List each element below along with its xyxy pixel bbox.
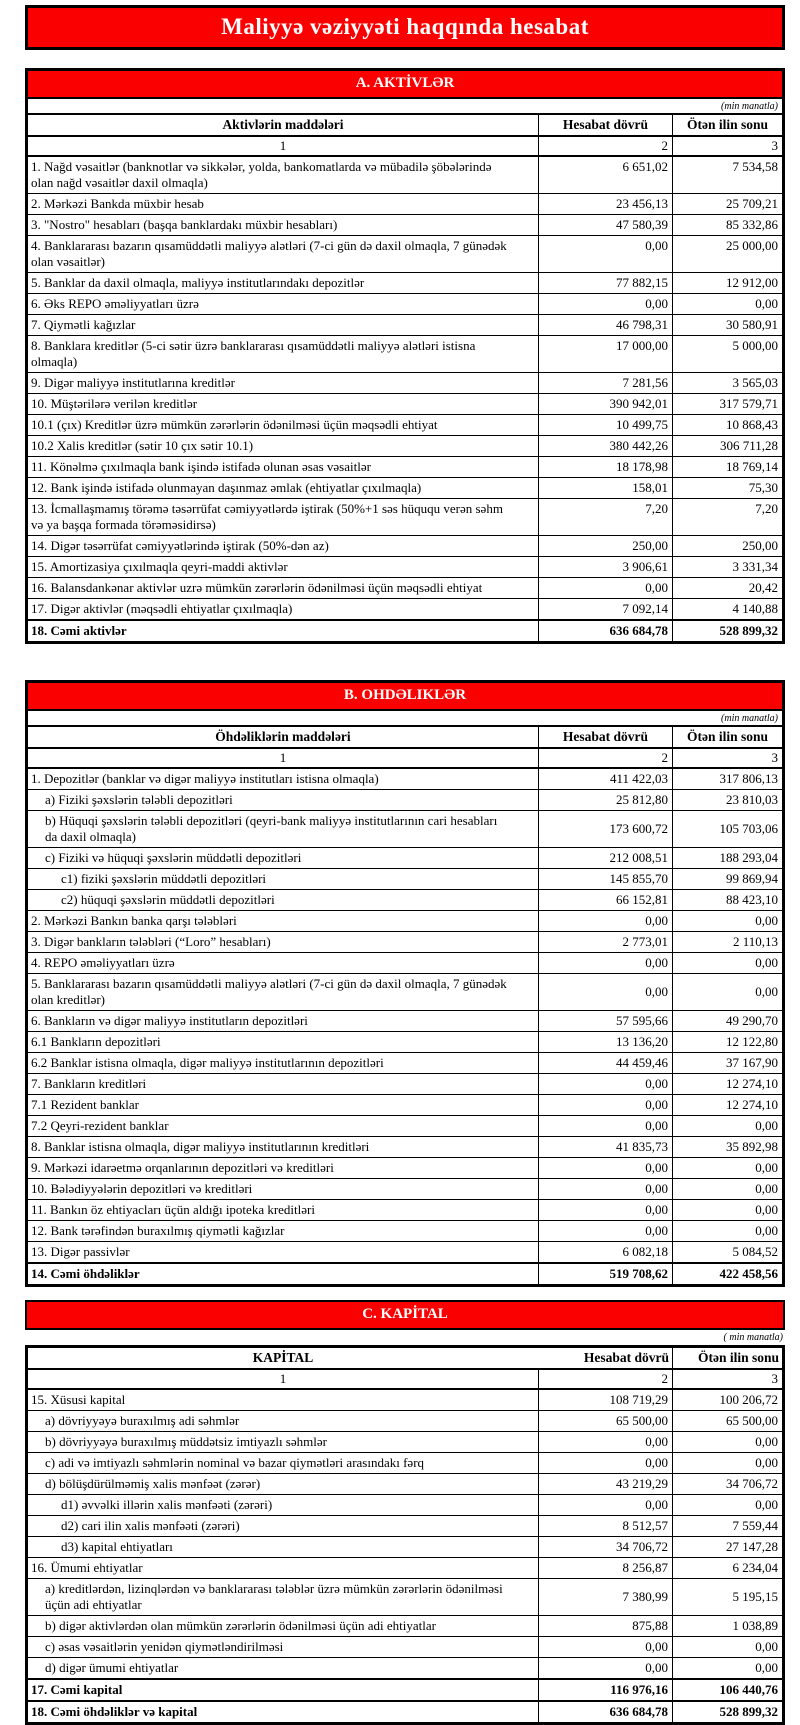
section-b-header: B. OHDƏLIKLƏR	[28, 683, 782, 711]
row-value-previous-year-end: 0,00	[672, 1658, 782, 1678]
row-value-previous-year-end: 0,00	[672, 1432, 782, 1452]
row-value-current-period: 0,00	[538, 1495, 672, 1515]
table-row	[28, 973, 782, 1010]
row-value-previous-year-end: 7 559,44	[672, 1516, 782, 1536]
row-label: 5. Banklar da daxil olmaqla, maliyyə institutlarındakı depozitlər	[31, 275, 365, 290]
row-value-current-period: 0,00	[538, 1116, 672, 1136]
section-b-column-numbers	[28, 749, 782, 769]
row-value-previous-year-end: 49 290,70	[672, 1011, 782, 1031]
section-a-column-headers	[28, 115, 782, 137]
row-label: 8. Banklar istisna olmaqla, digər maliyyə institutlarının kreditləri	[31, 1139, 370, 1154]
table-row	[28, 393, 782, 414]
row-value-current-period: 0,00	[538, 1453, 672, 1473]
section-c-units-note: ( min manatla)	[723, 1332, 783, 1343]
row-value-current-period: 0,00	[538, 1074, 672, 1094]
row-value-previous-year-end: 5 084,52	[672, 1242, 782, 1262]
row-label: 6.2 Banklar istisna olmaqla, digər maliyyə institutlarının depozitləri	[31, 1055, 384, 1070]
row-value-current-period: 0,00	[538, 1095, 672, 1115]
row-label: c) əsas vəsaitlərin yenidən qiymətləndirilməsi	[45, 1639, 284, 1654]
table-row	[28, 598, 782, 619]
table-row	[28, 1220, 782, 1241]
row-value-current-period: 108 719,29	[538, 1390, 672, 1410]
table-row	[28, 1431, 782, 1452]
row-value-previous-year-end: 12 274,10	[672, 1074, 782, 1094]
table-row	[28, 1115, 782, 1136]
table-row	[28, 1578, 782, 1615]
row-value-current-period: 77 882,15	[538, 273, 672, 293]
row-value-previous-year-end: 85 332,86	[672, 215, 782, 235]
row-label: 16. Balansdankənar aktivlər uzrə mümkün zərərlərin ödənilməsi üçün məqsədli ehtiyat	[31, 580, 483, 595]
column-header-items: KAPİTAL	[252, 1350, 314, 1365]
row-value-current-period: 3 906,61	[538, 557, 672, 577]
row-value-current-period: 0,00	[538, 1200, 672, 1220]
row-label: d3) kapital ehtiyatları	[61, 1539, 173, 1554]
row-value-previous-year-end: 2 110,13	[672, 932, 782, 952]
row-label: 7. Bankların kreditləri	[31, 1076, 147, 1091]
row-value-previous-year-end: 99 869,94	[672, 869, 782, 889]
row-value-previous-year-end: 0,00	[672, 1200, 782, 1220]
row-value-previous-year-end: 5 000,00	[672, 336, 782, 372]
row-value-previous-year-end: 5 195,15	[672, 1579, 782, 1615]
column-number: 3	[672, 137, 782, 155]
row-value-previous-year-end: 6 234,04	[672, 1558, 782, 1578]
row-label: d) bölüşdürülməmiş xalis mənfəət (zərər)	[45, 1476, 261, 1491]
row-value-current-period: 47 580,39	[538, 215, 672, 235]
table-row	[28, 868, 782, 889]
row-label: 14. Digər təsərrüfat cəmiyyətlərində iştirak (50%-dən az)	[31, 538, 329, 553]
table-row	[28, 1136, 782, 1157]
row-value-previous-year-end: 12 122,80	[672, 1032, 782, 1052]
table-row	[28, 1262, 782, 1284]
row-label: 5. Banklararası bazarın qısamüddətli maliyyə alətləri (7-ci gün də daxil olmaqla, 7 günədək olan kreditlər)	[31, 976, 507, 1007]
row-label: 11. Bankın öz ehtiyacları üçün aldığı ipoteka kreditləri	[31, 1202, 315, 1217]
row-label: 10.2 Xalis kreditlər (sətir 10 çıx sətir 10.1)	[31, 438, 254, 453]
table-row	[28, 769, 782, 789]
row-label: 18. Cəmi öhdəliklər və kapital	[31, 1704, 198, 1719]
table-row	[28, 1557, 782, 1578]
row-value-previous-year-end: 12 912,00	[672, 273, 782, 293]
table-row	[28, 535, 782, 556]
row-label: 17. Cəmi kapital	[31, 1682, 123, 1697]
row-value-previous-year-end: 317 579,71	[672, 394, 782, 414]
column-header-items: Öhdəliklərin maddələri	[215, 729, 351, 744]
table-row	[28, 1157, 782, 1178]
row-label: 12. Bank işində istifadə olunmayan daşınmaz əmlak (ehtiyatlar çıxılmaqla)	[31, 480, 422, 495]
row-label: 18. Cəmi aktivlər	[31, 623, 127, 638]
row-value-current-period: 411 422,03	[538, 769, 672, 789]
row-value-previous-year-end: 65 500,00	[672, 1411, 782, 1431]
table-row	[28, 456, 782, 477]
row-label: 4. Banklararası bazarın qısamüddətli maliyyə alətləri (7-ci gün də daxil olmaqla, 7 günədək olan vəsaitlər)	[31, 238, 507, 269]
row-label: 10.1 (çıx) Kreditlər üzrə mümkün zərərlərin ödənilməsi üçün məqsədli ehtiyat	[31, 417, 438, 432]
table-row	[28, 477, 782, 498]
row-value-current-period: 8 512,57	[538, 1516, 672, 1536]
table-row	[28, 810, 782, 847]
row-value-current-period: 66 152,81	[538, 890, 672, 910]
section-a-table	[25, 68, 785, 644]
row-label: 10. Bələdiyyələrin depozitləri və kreditləri	[31, 1181, 253, 1196]
row-value-previous-year-end: 20,42	[672, 578, 782, 598]
row-value-previous-year-end: 0,00	[672, 1637, 782, 1657]
column-header-current-period: Hesabat dövrü	[538, 727, 672, 747]
column-header-previous-year-end: Ötən ilin sonu	[672, 115, 782, 135]
report-page	[25, 5, 785, 1725]
row-value-current-period: 13 136,20	[538, 1032, 672, 1052]
row-value-previous-year-end: 528 899,32	[672, 1702, 782, 1722]
row-value-previous-year-end: 10 868,43	[672, 415, 782, 435]
table-row	[28, 272, 782, 293]
row-label: b) digər aktivlərdən olan mümkün zərərlərin ödənilməsi üçün adi ehtiyatlar	[45, 1618, 436, 1633]
section-c-column-numbers	[28, 1370, 782, 1390]
row-label: 11. Könəlmə çıxılmaqla bank işində istifadə olunan əsas vəsaitlər	[31, 459, 371, 474]
row-label: 6. Əks REPO əməliyyatları üzrə	[31, 296, 199, 311]
row-label: 6. Bankların və digər maliyyə institutların depozitləri	[31, 1013, 308, 1028]
row-value-previous-year-end: 422 458,56	[672, 1264, 782, 1284]
row-value-current-period: 6 651,02	[538, 157, 672, 193]
section-b-units-note: (min manatla)	[28, 711, 782, 727]
row-label: 13. İcmallaşmamış törəmə təsərrüfat cəmiyyətlərdə iştirak (50%+1 səs hüququ verən səhm və ya başqa formada törəməsidirsə)	[31, 501, 503, 532]
row-value-current-period: 43 219,29	[538, 1474, 672, 1494]
row-label: 10. Müştərilərə verilən kreditlər	[31, 396, 198, 411]
row-value-previous-year-end: 12 274,10	[672, 1095, 782, 1115]
table-row	[28, 235, 782, 272]
row-value-previous-year-end: 106 440,76	[672, 1680, 782, 1700]
row-value-previous-year-end: 34 706,72	[672, 1474, 782, 1494]
row-value-previous-year-end: 7 534,58	[672, 157, 782, 193]
row-label: b) Hüquqi şəxslərin tələbli depozitləri (qeyri-bank maliyyə institutlarının cari hesabları da daxil olmaqla)	[45, 813, 498, 844]
section-c-table	[25, 1345, 785, 1725]
table-row	[28, 847, 782, 868]
section-b-table	[25, 680, 785, 1287]
row-label: c) Fiziki və hüquqi şəxslərin müddətli depozitləri	[45, 850, 302, 865]
row-value-current-period: 6 082,18	[538, 1242, 672, 1262]
row-value-current-period: 10 499,75	[538, 415, 672, 435]
table-row	[28, 952, 782, 973]
row-value-current-period: 636 684,78	[538, 621, 672, 641]
row-label: c) adi və imtiyazlı səhmlərin nominal və bazar qiymətləri arasındakı fərq	[45, 1455, 425, 1470]
table-row	[28, 293, 782, 314]
row-value-current-period: 519 708,62	[538, 1264, 672, 1284]
row-value-previous-year-end: 306 711,28	[672, 436, 782, 456]
row-value-current-period: 7,20	[538, 499, 672, 535]
row-value-previous-year-end: 0,00	[672, 974, 782, 1010]
column-number: 2	[538, 1370, 672, 1388]
row-value-current-period: 65 500,00	[538, 1411, 672, 1431]
section-b-column-headers	[28, 727, 782, 749]
row-label: c2) hüquqi şəxslərin müddətli depozitləri	[61, 892, 275, 907]
row-value-previous-year-end: 3 565,03	[672, 373, 782, 393]
table-row	[28, 1052, 782, 1073]
table-row	[28, 1515, 782, 1536]
row-value-previous-year-end: 0,00	[672, 294, 782, 314]
row-value-current-period: 0,00	[538, 1658, 672, 1678]
row-value-previous-year-end: 0,00	[672, 1495, 782, 1515]
table-row	[28, 1073, 782, 1094]
table-row	[28, 1700, 782, 1722]
row-value-previous-year-end: 35 892,98	[672, 1137, 782, 1157]
table-row	[28, 910, 782, 931]
row-label: 12. Bank tərəfindən buraxılmış qiymətli kağızlar	[31, 1223, 285, 1238]
row-value-current-period: 17 000,00	[538, 336, 672, 372]
row-label: d1) əvvəlki illərin xalis mənfəəti (zərəri)	[61, 1497, 273, 1512]
row-value-previous-year-end: 75,30	[672, 478, 782, 498]
row-value-current-period: 173 600,72	[538, 811, 672, 847]
row-value-previous-year-end: 23 810,03	[672, 790, 782, 810]
table-row	[28, 577, 782, 598]
row-value-previous-year-end: 27 147,28	[672, 1537, 782, 1557]
column-number: 2	[538, 749, 672, 767]
row-value-previous-year-end: 0,00	[672, 1453, 782, 1473]
row-label: a) kreditlərdən, lizinqlərdən və banklararası tələblər üzrə mümkün zərərlərin ödənilməsi üçün adi ehtiyatlar	[45, 1581, 503, 1612]
row-value-current-period: 25 812,80	[538, 790, 672, 810]
table-row	[28, 372, 782, 393]
row-value-current-period: 212 008,51	[538, 848, 672, 868]
table-row	[28, 1390, 782, 1410]
table-row	[28, 1010, 782, 1031]
row-value-current-period: 0,00	[538, 1179, 672, 1199]
column-number: 1	[279, 1371, 287, 1386]
row-value-current-period: 41 835,73	[538, 1137, 672, 1157]
section-a-rows	[28, 157, 782, 641]
row-value-previous-year-end: 3 331,34	[672, 557, 782, 577]
column-number: 2	[538, 137, 672, 155]
row-value-current-period: 158,01	[538, 478, 672, 498]
row-label: 14. Cəmi öhdəliklər	[31, 1266, 140, 1281]
row-value-current-period: 0,00	[538, 578, 672, 598]
table-row	[28, 1473, 782, 1494]
report-title: Maliyyə vəziyyəti haqqında hesabat	[25, 5, 785, 50]
table-row	[28, 619, 782, 641]
row-value-current-period: 57 595,66	[538, 1011, 672, 1031]
row-value-previous-year-end: 188 293,04	[672, 848, 782, 868]
row-label: 13. Digər passivlər	[31, 1244, 130, 1259]
section-b-rows	[28, 769, 782, 1284]
row-label: 3. Digər bankların tələbləri (“Loro” hesabları)	[31, 934, 271, 949]
row-label: 1. Nağd vəsaitlər (banknotlar və sikkələr, yolda, bankomatlarda və mübadilə şöbələrində olan nağd vəsaitlər daxil olmaqla)	[31, 159, 492, 190]
section-c-header: C. KAPİTAL	[25, 1300, 785, 1330]
section-c-rows	[28, 1390, 782, 1722]
row-value-current-period: 0,00	[538, 294, 672, 314]
table-row	[28, 1031, 782, 1052]
row-value-previous-year-end: 250,00	[672, 536, 782, 556]
row-value-current-period: 8 256,87	[538, 1558, 672, 1578]
row-label: 3. "Nostro" hesabları (başqa banklardakı müxbir hesabları)	[31, 217, 338, 232]
table-row	[28, 214, 782, 235]
row-value-current-period: 0,00	[538, 236, 672, 272]
row-label: 6.1 Bankların depozitləri	[31, 1034, 161, 1049]
row-value-current-period: 145 855,70	[538, 869, 672, 889]
table-row	[28, 931, 782, 952]
row-label: d) digər ümumi ehtiyatlar	[45, 1660, 179, 1675]
row-value-previous-year-end: 25 709,21	[672, 194, 782, 214]
table-row	[28, 1452, 782, 1473]
table-row	[28, 498, 782, 535]
row-value-previous-year-end: 0,00	[672, 1116, 782, 1136]
row-value-current-period: 875,88	[538, 1616, 672, 1636]
table-row	[28, 157, 782, 193]
section-a-header: A. AKTİVLƏR	[28, 71, 782, 99]
table-row	[28, 1657, 782, 1678]
section-a-column-numbers	[28, 137, 782, 157]
row-value-previous-year-end: 88 423,10	[672, 890, 782, 910]
row-value-current-period: 23 456,13	[538, 194, 672, 214]
table-row	[28, 789, 782, 810]
table-row	[28, 1615, 782, 1636]
row-label: d2) cari ilin xalis mənfəəti (zərəri)	[61, 1518, 240, 1533]
row-value-previous-year-end: 0,00	[672, 1179, 782, 1199]
row-value-previous-year-end: 105 703,06	[672, 811, 782, 847]
column-header-current-period: Hesabat dövrü	[583, 1350, 669, 1365]
column-number: 1	[279, 750, 287, 765]
row-value-current-period: 0,00	[538, 1221, 672, 1241]
column-header-current-period: Hesabat dövrü	[538, 115, 672, 135]
row-label: 9. Mərkəzi idarəetmə orqanlarının depozitləri və kreditləri	[31, 1160, 334, 1175]
row-value-current-period: 0,00	[538, 953, 672, 973]
row-label: 15. Amortizasiya çıxılmaqla qeyri-maddi aktivlər	[31, 559, 288, 574]
row-value-previous-year-end: 18 769,14	[672, 457, 782, 477]
row-value-current-period: 390 942,01	[538, 394, 672, 414]
row-label: 1. Depozitlər (banklar və digər maliyyə institutları istisna olmaqla)	[31, 771, 379, 786]
row-label: 15. Xüsusi kapital	[31, 1392, 126, 1407]
table-row	[28, 889, 782, 910]
row-value-current-period: 7 281,56	[538, 373, 672, 393]
row-value-previous-year-end: 528 899,32	[672, 621, 782, 641]
row-value-previous-year-end: 4 140,88	[672, 599, 782, 619]
row-value-current-period: 2 773,01	[538, 932, 672, 952]
row-value-current-period: 0,00	[538, 1432, 672, 1452]
row-value-previous-year-end: 0,00	[672, 1221, 782, 1241]
column-header-previous-year-end: Ötən ilin sonu	[672, 727, 782, 747]
row-label: 2. Mərkəzi Bankın banka qarşı tələbləri	[31, 913, 237, 928]
row-value-previous-year-end: 0,00	[672, 911, 782, 931]
section-c-column-headers	[28, 1348, 782, 1370]
row-value-current-period: 18 178,98	[538, 457, 672, 477]
row-label: a) Fiziki şəxslərin tələbli depozitləri	[45, 792, 233, 807]
row-value-previous-year-end: 30 580,91	[672, 315, 782, 335]
section-a-units-note: (min manatla)	[28, 99, 782, 115]
row-value-previous-year-end: 0,00	[672, 1158, 782, 1178]
row-value-previous-year-end: 7,20	[672, 499, 782, 535]
row-label: 7. Qiymətli kağızlar	[31, 317, 136, 332]
row-label: 4. REPO əməliyyatları üzrə	[31, 955, 175, 970]
table-row	[28, 1494, 782, 1515]
table-row	[28, 1094, 782, 1115]
row-value-current-period: 380 442,26	[538, 436, 672, 456]
table-row	[28, 314, 782, 335]
table-row	[28, 1178, 782, 1199]
row-value-previous-year-end: 1 038,89	[672, 1616, 782, 1636]
row-label: 2. Mərkəzi Bankda müxbir hesab	[31, 196, 204, 211]
column-number: 3	[672, 749, 782, 767]
column-number: 3	[672, 1370, 782, 1388]
row-value-current-period: 44 459,46	[538, 1053, 672, 1073]
row-value-previous-year-end: 0,00	[672, 953, 782, 973]
row-label: 7.1 Rezident banklar	[31, 1097, 139, 1112]
table-row	[28, 1636, 782, 1657]
row-value-current-period: 0,00	[538, 911, 672, 931]
row-value-previous-year-end: 37 167,90	[672, 1053, 782, 1073]
table-row	[28, 1199, 782, 1220]
table-row	[28, 1536, 782, 1557]
row-value-current-period: 0,00	[538, 974, 672, 1010]
row-value-previous-year-end: 317 806,13	[672, 769, 782, 789]
row-value-current-period: 636 684,78	[538, 1702, 672, 1722]
table-row	[28, 335, 782, 372]
row-value-previous-year-end: 100 206,72	[672, 1390, 782, 1410]
table-row	[28, 414, 782, 435]
row-label: 9. Digər maliyyə institutlarına kreditlər	[31, 375, 235, 390]
row-label: a) dövriyyəyə buraxılmış adi səhmlər	[45, 1413, 240, 1428]
row-value-current-period: 0,00	[538, 1637, 672, 1657]
row-label: c1) fiziki şəxslərin müddətli depozitləri	[61, 871, 267, 886]
column-number: 1	[279, 138, 287, 153]
row-value-current-period: 0,00	[538, 1158, 672, 1178]
table-row	[28, 435, 782, 456]
row-value-current-period: 34 706,72	[538, 1537, 672, 1557]
row-label: 16. Ümumi ehtiyatlar	[31, 1560, 143, 1575]
table-row	[28, 1241, 782, 1262]
row-label: 7.2 Qeyri-rezident banklar	[31, 1118, 169, 1133]
table-row	[28, 1410, 782, 1431]
table-row	[28, 1678, 782, 1700]
row-value-current-period: 250,00	[538, 536, 672, 556]
table-row	[28, 556, 782, 577]
row-value-current-period: 7 092,14	[538, 599, 672, 619]
table-row	[28, 193, 782, 214]
row-value-current-period: 116 976,16	[538, 1680, 672, 1700]
column-header-items: Aktivlərin maddələri	[222, 117, 344, 132]
row-label: 8. Banklara kreditlər (5-ci sətir üzrə banklararası qısamüddətli maliyyə alətləri istisna olmaqla)	[31, 338, 476, 369]
row-value-current-period: 46 798,31	[538, 315, 672, 335]
row-value-previous-year-end: 25 000,00	[672, 236, 782, 272]
column-header-previous-year-end: Ötən ilin sonu	[672, 1348, 782, 1368]
row-value-current-period: 7 380,99	[538, 1579, 672, 1615]
row-label: 17. Digər aktivlər (məqsədli ehtiyatlar çıxılmaqla)	[31, 601, 293, 616]
row-label: b) dövriyyəyə buraxılmış müddətsiz imtiyazlı səhmlər	[45, 1434, 327, 1449]
